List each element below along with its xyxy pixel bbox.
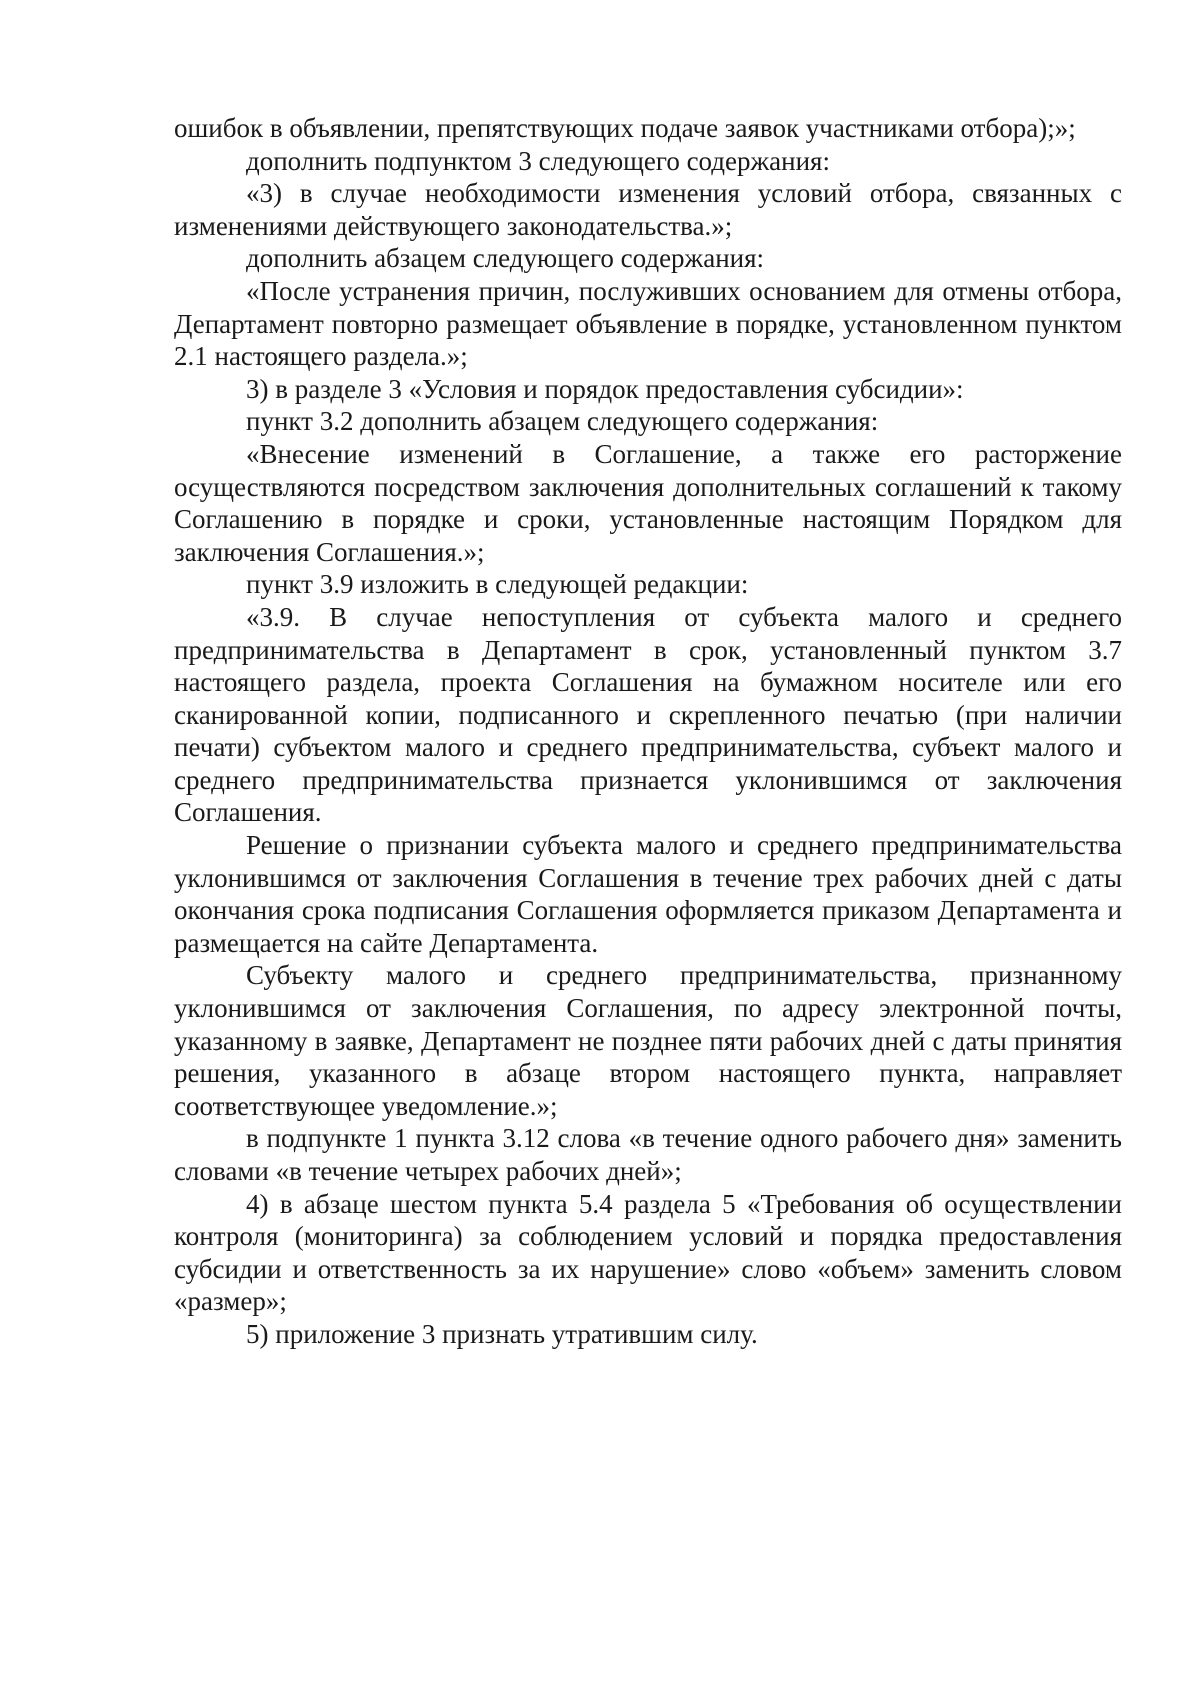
paragraph-4: дополнить абзацем следующего содержания: bbox=[246, 243, 765, 274]
paragraph-9: пункт 3.9 изложить в следующей редакции: bbox=[246, 569, 749, 600]
paragraph-11: Решение о признании субъекта малого и среднего предпринимательства уклонившимся от заключения Соглашения в течение трех рабочих дней с даты окончания срока подписания Соглашения оформляется приказом Департамента и размещается на сайте Департамента. bbox=[174, 830, 1122, 958]
paragraph-13: в подпункте 1 пункта 3.12 слова «в течение одного рабочего дня» заменить словами «в течение четырех рабочих дней»; bbox=[174, 1123, 1122, 1186]
paragraph-14: 4) в абзаце шестом пункта 5.4 раздела 5 «Требования об осуществлении контроля (мониторинга) за соблюдением условий и порядка предоставления субсидии и ответственность за их нарушение» слово «объем» заменить словом «размер»; bbox=[174, 1188, 1122, 1317]
paragraph-8: «Внесение изменений в Соглашение, а также его расторжение осуществляются посредством заключения дополнительных соглашений к такому Соглашению в порядке и сроки, установленные настоящим Порядком для заключения Соглашения.»; bbox=[174, 438, 1122, 567]
paragraph-6: 3) в разделе 3 «Условия и порядок предоставления субсидии»: bbox=[246, 373, 964, 404]
paragraph-7: пункт 3.2 дополнить абзацем следующего содержания: bbox=[246, 406, 879, 437]
paragraph-2: дополнить подпунктом 3 следующего содержания: bbox=[246, 145, 830, 176]
paragraph-1: ошибок в объявлении, препятствующих подаче заявок участниками отбора);»; bbox=[174, 113, 1076, 143]
paragraph-15: 5) приложение 3 признать утратившим силу. bbox=[246, 1318, 758, 1349]
paragraph-3: «3) в случае необходимости изменения условий отбора, связанных с изменениями действующего законодательства.»; bbox=[174, 178, 1122, 241]
document-page bbox=[174, 112, 1122, 1351]
paragraph-10: «3.9. В случае непоступления от субъекта малого и среднего предпринимательства в Департамент в срок, установленный пунктом 3.7 настоящего раздела, проекта Соглашения на бумажном носителе или его сканированной копии, подписанного и скрепленного печатью (при наличии печати) субъектом малого и среднего предпринимательства, субъект малого и среднего предпринимательства признается уклонившимся от заключения Соглашения. bbox=[174, 601, 1122, 828]
paragraph-5: «После устранения причин, послуживших основанием для отмены отбора, Департамент повторно размещает объявление в порядке, установленном пунктом 2.1 настоящего раздела.»; bbox=[174, 275, 1122, 372]
paragraph-12: Субъекту малого и среднего предпринимательства, признанному уклонившимся от заключения Соглашения, по адресу электронной почты, указанному в заявке, Департамент не позднее пяти рабочих дней с даты принятия решения, указанного в абзаце втором настоящего пункта, направляет соответствующее уведомление.»; bbox=[174, 960, 1122, 1121]
